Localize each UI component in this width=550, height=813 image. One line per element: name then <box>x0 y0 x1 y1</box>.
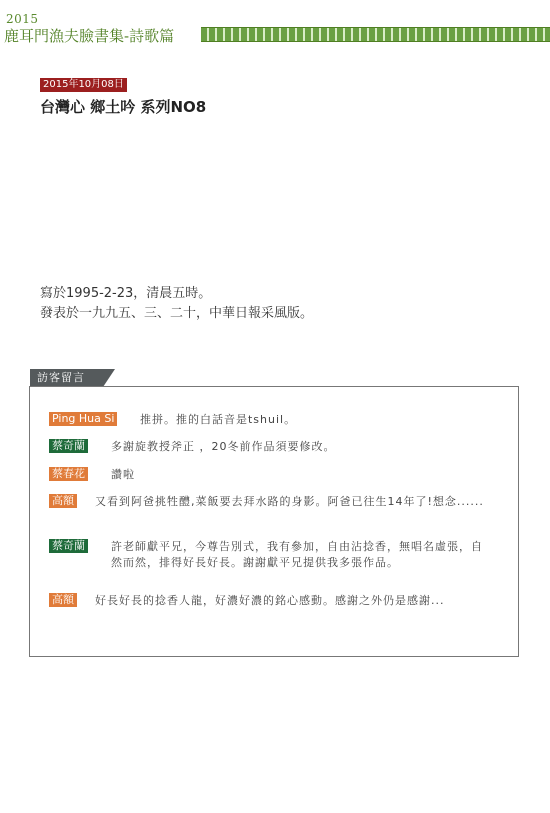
comment-text: 又看到阿爸挑牲醴,菜飯要去拜水路的身影。阿爸已往生14年了!想念...... <box>95 495 484 508</box>
comment-item <box>49 412 509 432</box>
post-body <box>40 284 313 324</box>
post-body-line: 發表於一九九五、三、二十，中華日報采風版。 <box>40 306 314 321</box>
post-date-badge: 2015年10月08日 <box>40 78 127 92</box>
comment-text: 讚啦 <box>111 468 135 481</box>
commenter-name[interactable]: 蔡奇蘭 <box>49 439 88 453</box>
decorative-band <box>201 27 550 42</box>
site-header <box>0 0 550 48</box>
commenter-name[interactable]: 高額 <box>49 593 77 607</box>
site-title[interactable]: 鹿耳門漁夫臉書集-詩歌篇 <box>4 27 175 45</box>
comment-item <box>49 593 509 629</box>
comment-item <box>49 539 509 589</box>
comment-item <box>49 467 509 487</box>
commenter-name[interactable]: 高額 <box>49 494 77 508</box>
comment-text: 許老師獻平兄，今尊告別式，我有參加，自由沾捻香，無唱名虛張，自然而然，排得好長好長。謝謝獻平兄提供我多張作品。 <box>111 540 483 569</box>
commenter-name[interactable]: 蔡春花 <box>49 467 88 481</box>
comment-text: 好長好長的捻香人龍，好濃好濃的銘心感動。感謝之外仍是感謝... <box>95 594 445 607</box>
post-body-line: 寫於1995-2-23，清晨五時。 <box>40 286 212 301</box>
comments-box <box>29 386 519 657</box>
comment-text: 推拼。推的白話音是tshuil。 <box>140 413 297 426</box>
comment-text: 多謝旋教授斧正 ，20冬前作品須要修改。 <box>111 440 336 453</box>
commenter-name[interactable]: Ping Hua Si <box>49 412 117 426</box>
comment-item <box>49 494 509 530</box>
comments-section-tab: 訪客留言 <box>30 369 103 387</box>
comment-item <box>49 439 509 459</box>
commenter-name[interactable]: 蔡奇蘭 <box>49 539 88 553</box>
post-title: 台灣心 鄉土吟 系列NO8 <box>40 98 207 116</box>
header-year: 2015 <box>6 12 39 26</box>
